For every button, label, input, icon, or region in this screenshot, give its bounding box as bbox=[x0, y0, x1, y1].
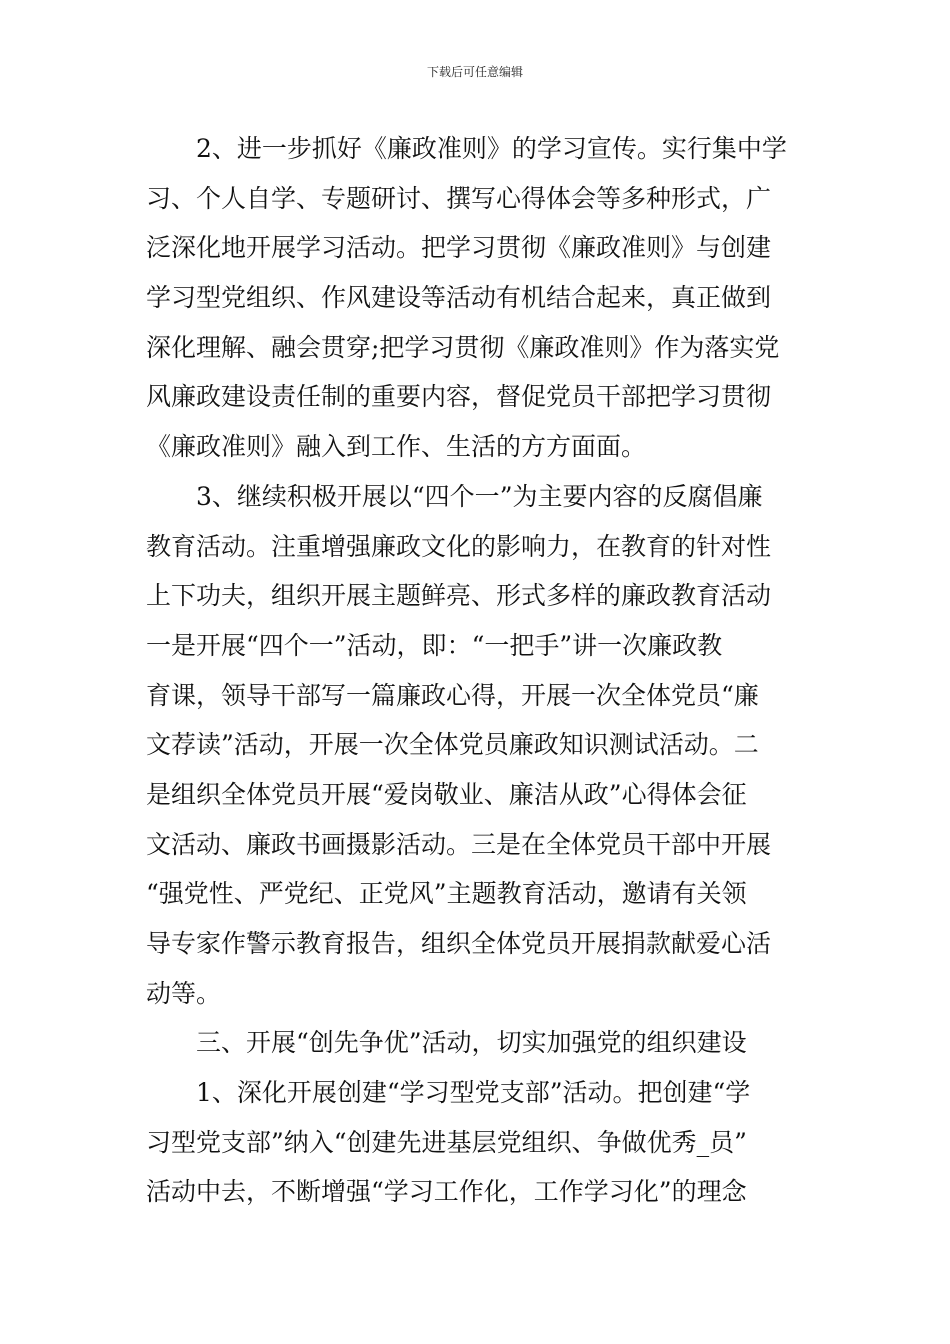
text-line: 学习型党组织、作风建设等活动有机结合起来，真正做到 bbox=[146, 283, 772, 313]
text-line: 一是开展“四个一”活动，即：“一把手”讲一次廉政教 bbox=[146, 630, 723, 660]
text-line: 风廉政建设责任制的重要内容，督促党员干部把学习贯彻 bbox=[146, 382, 772, 412]
text-line: 活动中去，不断增强“学习工作化，工作学习化”的理念 bbox=[146, 1177, 747, 1207]
text-line: 育课，领导干部写一篇廉政心得，开展一次全体党员“廉 bbox=[146, 680, 759, 710]
text-line: 是组织全体党员开展“爱岗敬业、廉洁从政”心得体会征 bbox=[146, 779, 747, 809]
text-line: 深化理解、融会贯穿;把学习贯彻《廉政准则》作为落实党 bbox=[146, 332, 780, 362]
text-line: 导专家作警示教育报告，组织全体党员开展捐款献爱心活 bbox=[146, 929, 772, 958]
section-heading: 三、开展“创先争优”活动，切实加强党的组织建设 bbox=[196, 1028, 747, 1058]
text-line: 习型党支部”纳入“创建先进基层党组织、争做优秀_员” bbox=[146, 1127, 747, 1157]
text-line: 上下功夫，组织开展主题鲜亮、形式多样的廉政教育活动 bbox=[146, 581, 772, 611]
text-line: “强党性、严党纪、正党风”主题教育活动，邀请有关领 bbox=[146, 879, 747, 909]
text-line: 2、进一步抓好《廉政准则》的学习宣传。实行集中学 bbox=[196, 134, 787, 163]
document-body bbox=[146, 124, 812, 1217]
text-line: 1、深化开展创建“学习型党支部”活动。把创建“学 bbox=[196, 1078, 751, 1108]
text-line: 教育活动。注重增强廉政文化的影响力，在教育的针对性 bbox=[146, 531, 772, 561]
text-line: 3、继续积极开展以“四个一”为主要内容的反腐倡廉 bbox=[196, 481, 763, 511]
text-line: 习、个人自学、专题研讨、撰写心得体会等多种形式，广 bbox=[146, 183, 772, 213]
page-header: 下载后可任意编辑 bbox=[426, 65, 523, 79]
text-line: 文活动、廉政书画摄影活动。三是在全体党员干部中开展 bbox=[146, 829, 772, 859]
text-line: 动等。 bbox=[146, 978, 222, 1008]
text-line: 泛深化地开展学习活动。把学习贯彻《廉政准则》与创建 bbox=[146, 233, 772, 263]
text-line: 《廉政准则》融入到工作、生活的方方面面。 bbox=[146, 432, 647, 462]
text-line: 文荐读”活动，开展一次全体党员廉政知识测试活动。二 bbox=[146, 730, 759, 760]
